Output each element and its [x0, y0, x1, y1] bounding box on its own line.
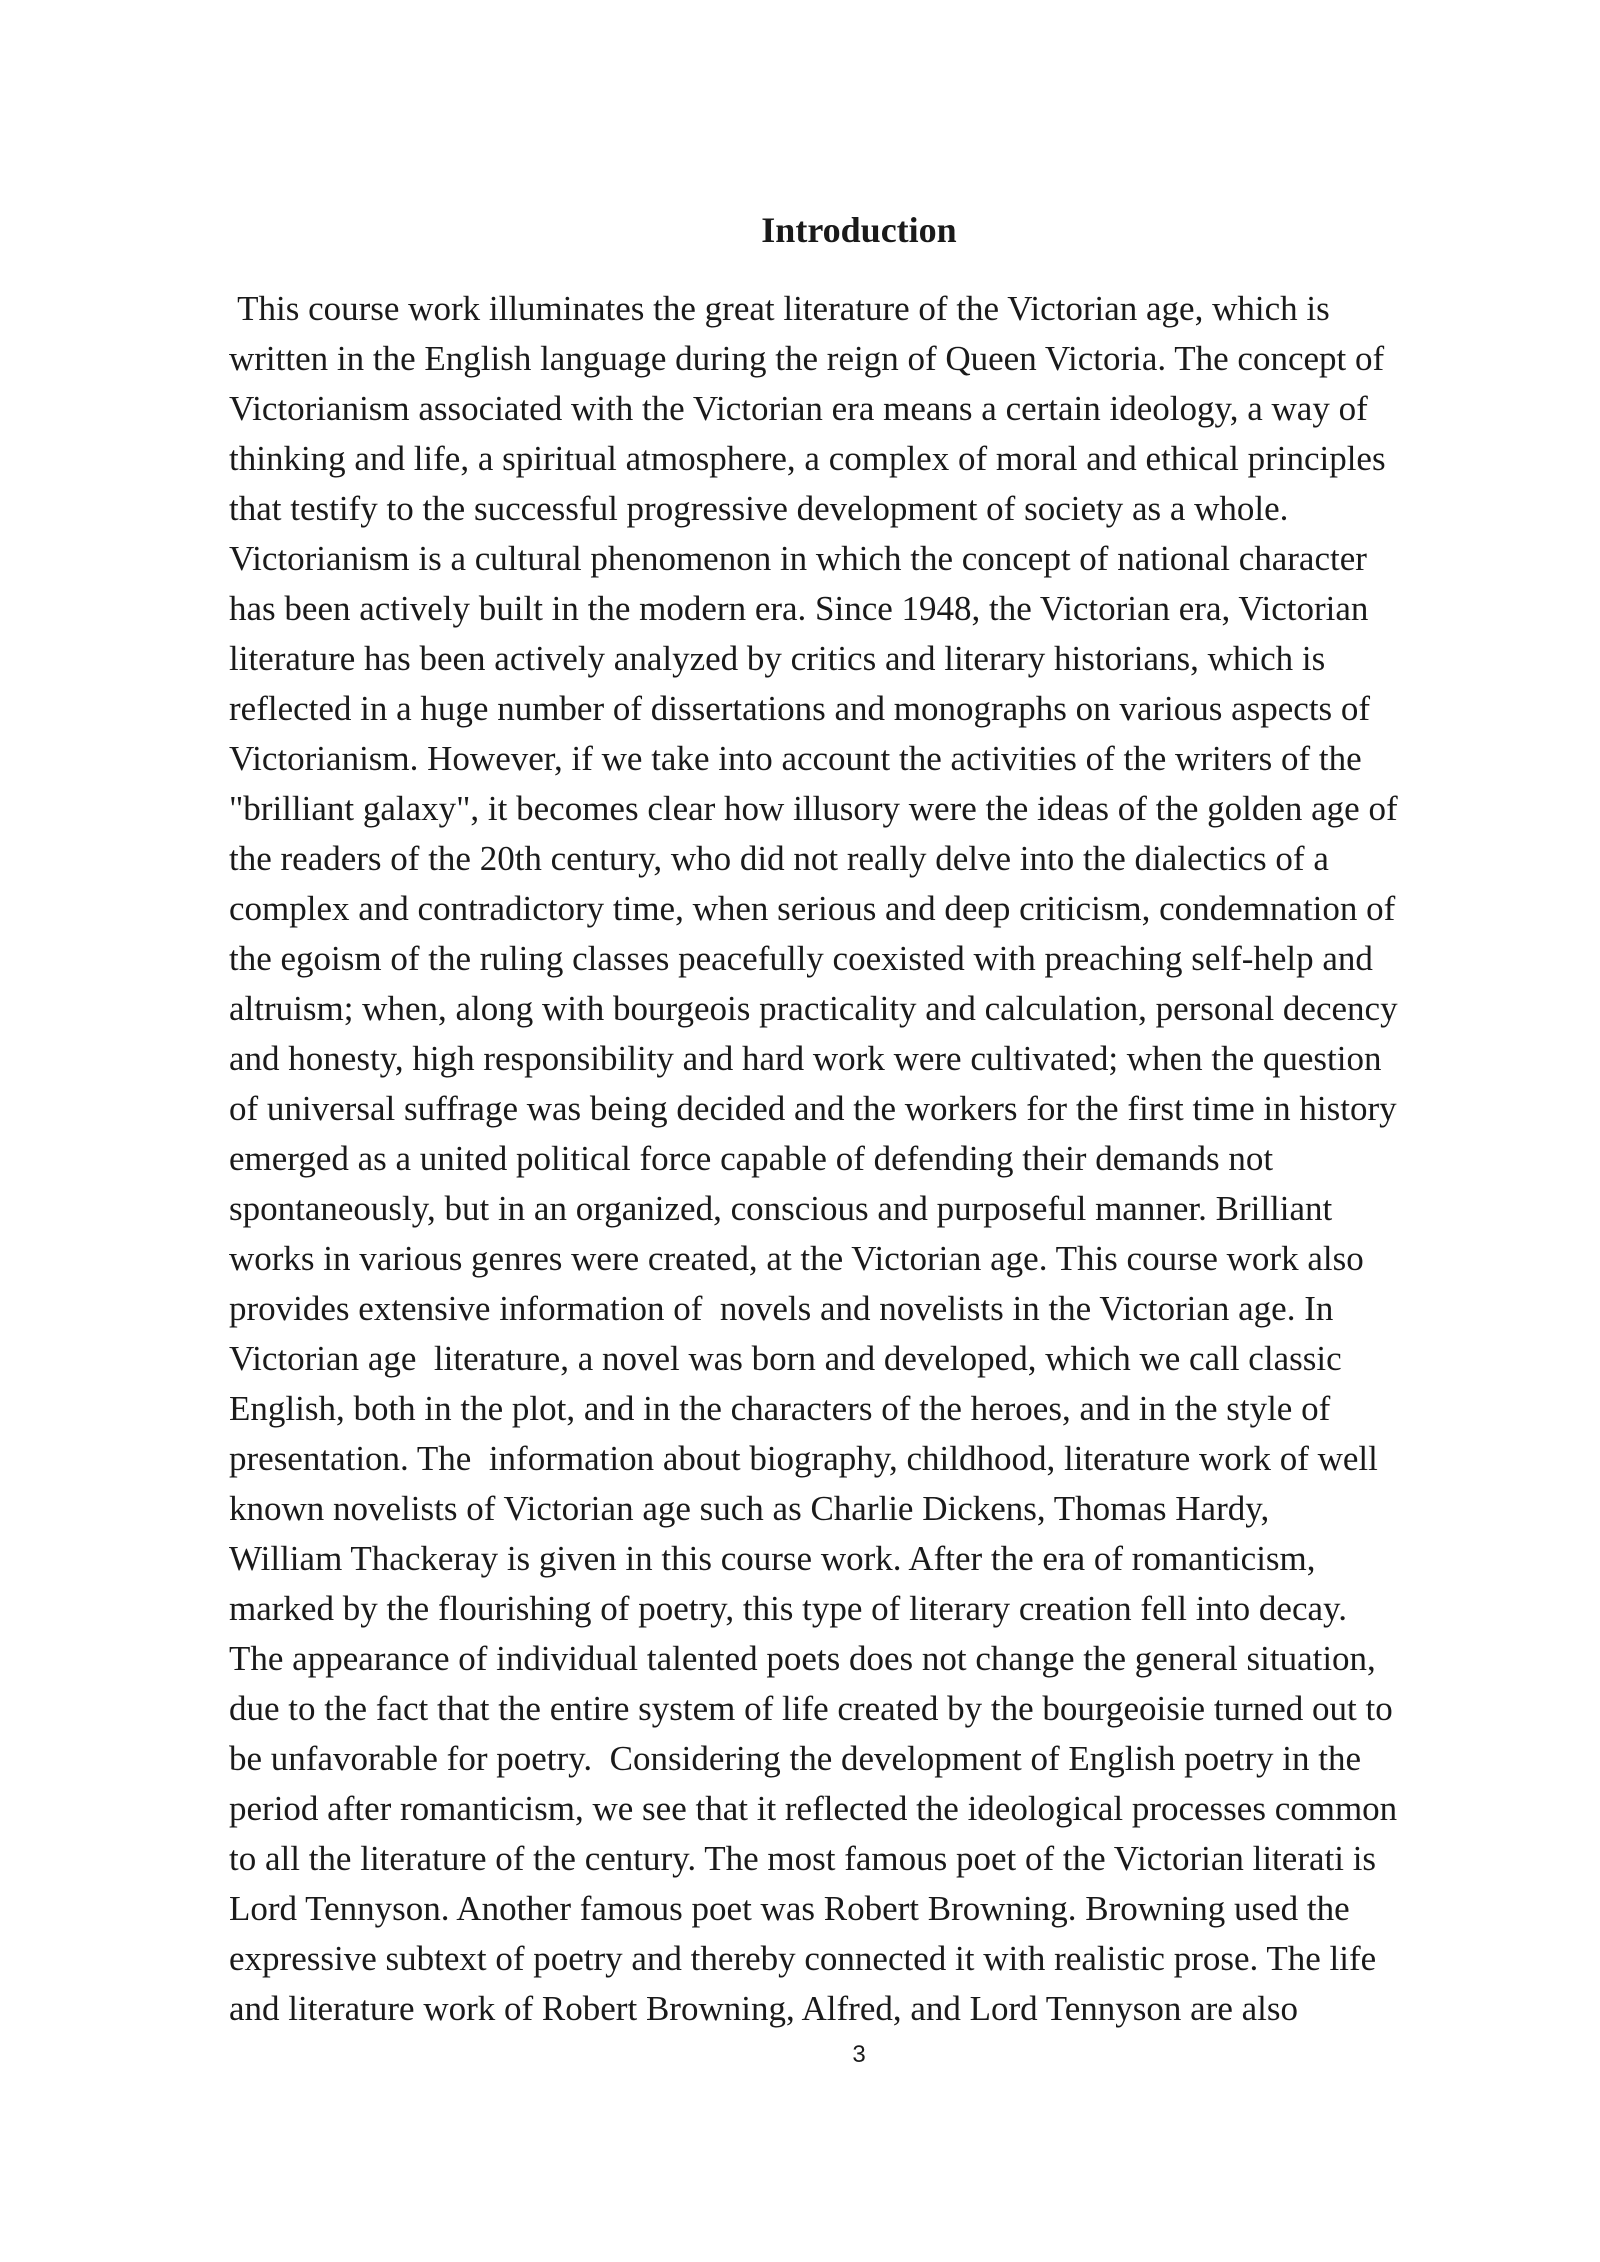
- text-line: marked by the flourishing of poetry, this type of literary creation fell into decay.: [229, 1589, 1348, 1628]
- text-line: expressive subtext of poetry and thereby connected it with realistic prose. The life: [229, 1939, 1377, 1978]
- text-line: the readers of the 20th century, who did not really delve into the dialectics of a: [229, 839, 1329, 878]
- text-line: has been actively built in the modern era. Since 1948, the Victorian era, Victorian: [229, 589, 1369, 628]
- text-line: presentation. The information about biography, childhood, literature work of well: [229, 1439, 1378, 1478]
- text-line: provides extensive information of novels and novelists in the Victorian age. In: [229, 1289, 1334, 1328]
- text-line: spontaneously, but in an organized, conscious and purposeful manner. Brilliant: [229, 1189, 1333, 1228]
- text-line: altruism; when, along with bourgeois practicality and calculation, personal decency: [229, 989, 1398, 1028]
- text-line: and literature work of Robert Browning, Alfred, and Lord Tennyson are also: [229, 1989, 1298, 2028]
- text-line: that testify to the successful progressive development of society as a whole.: [229, 489, 1289, 528]
- page-number: 3: [852, 2041, 866, 2068]
- page-title: Introduction: [761, 210, 957, 250]
- text-line: works in various genres were created, at the Victorian age. This course work also: [229, 1239, 1364, 1278]
- text-line: English, both in the plot, and in the characters of the heroes, and in the style of: [229, 1389, 1331, 1428]
- text-line: "brilliant galaxy", it becomes clear how illusory were the ideas of the golden age of: [229, 789, 1398, 828]
- text-line: This course work illuminates the great literature of the Victorian age, which is: [229, 289, 1330, 328]
- text-line: to all the literature of the century. The most famous poet of the Victorian literati is: [229, 1839, 1377, 1878]
- text-line: due to the fact that the entire system of life created by the bourgeoisie turned out to: [229, 1689, 1393, 1728]
- text-line: Victorianism. However, if we take into account the activities of the writers of the: [229, 739, 1362, 778]
- text-line: Victorianism is a cultural phenomenon in which the concept of national character: [229, 539, 1367, 578]
- text-line: emerged as a united political force capable of defending their demands not: [229, 1139, 1274, 1178]
- text-line: complex and contradictory time, when serious and deep criticism, condemnation of: [229, 889, 1396, 928]
- text-line: The appearance of individual talented poets does not change the general situation,: [229, 1639, 1376, 1678]
- text-line: be unfavorable for poetry. Considering the development of English poetry in the: [229, 1739, 1362, 1778]
- body-paragraph: [229, 284, 1529, 2034]
- text-line: Lord Tennyson. Another famous poet was Robert Browning. Browning used the: [229, 1889, 1350, 1928]
- text-line: thinking and life, a spiritual atmosphere, a complex of moral and ethical principles: [229, 439, 1386, 478]
- text-line: period after romanticism, we see that it reflected the ideological processes common: [229, 1789, 1398, 1828]
- text-line: literature has been actively analyzed by critics and literary historians, which is: [229, 639, 1326, 678]
- text-line: and honesty, high responsibility and hard work were cultivated; when the question: [229, 1039, 1382, 1078]
- text-line: Victorianism associated with the Victorian era means a certain ideology, a way of: [229, 389, 1368, 428]
- text-line: William Thackeray is given in this course work. After the era of romanticism,: [229, 1539, 1316, 1578]
- text-line: reflected in a huge number of dissertations and monographs on various aspects of: [229, 689, 1371, 728]
- text-line: the egoism of the ruling classes peacefully coexisted with preaching self-help and: [229, 939, 1373, 978]
- text-line: of universal suffrage was being decided and the workers for the first time in history: [229, 1089, 1397, 1128]
- text-line: written in the English language during the reign of Queen Victoria. The concept of: [229, 339, 1385, 378]
- text-line: Victorian age literature, a novel was born and developed, which we call classic: [229, 1339, 1342, 1378]
- text-line: known novelists of Victorian age such as Charlie Dickens, Thomas Hardy,: [229, 1489, 1270, 1528]
